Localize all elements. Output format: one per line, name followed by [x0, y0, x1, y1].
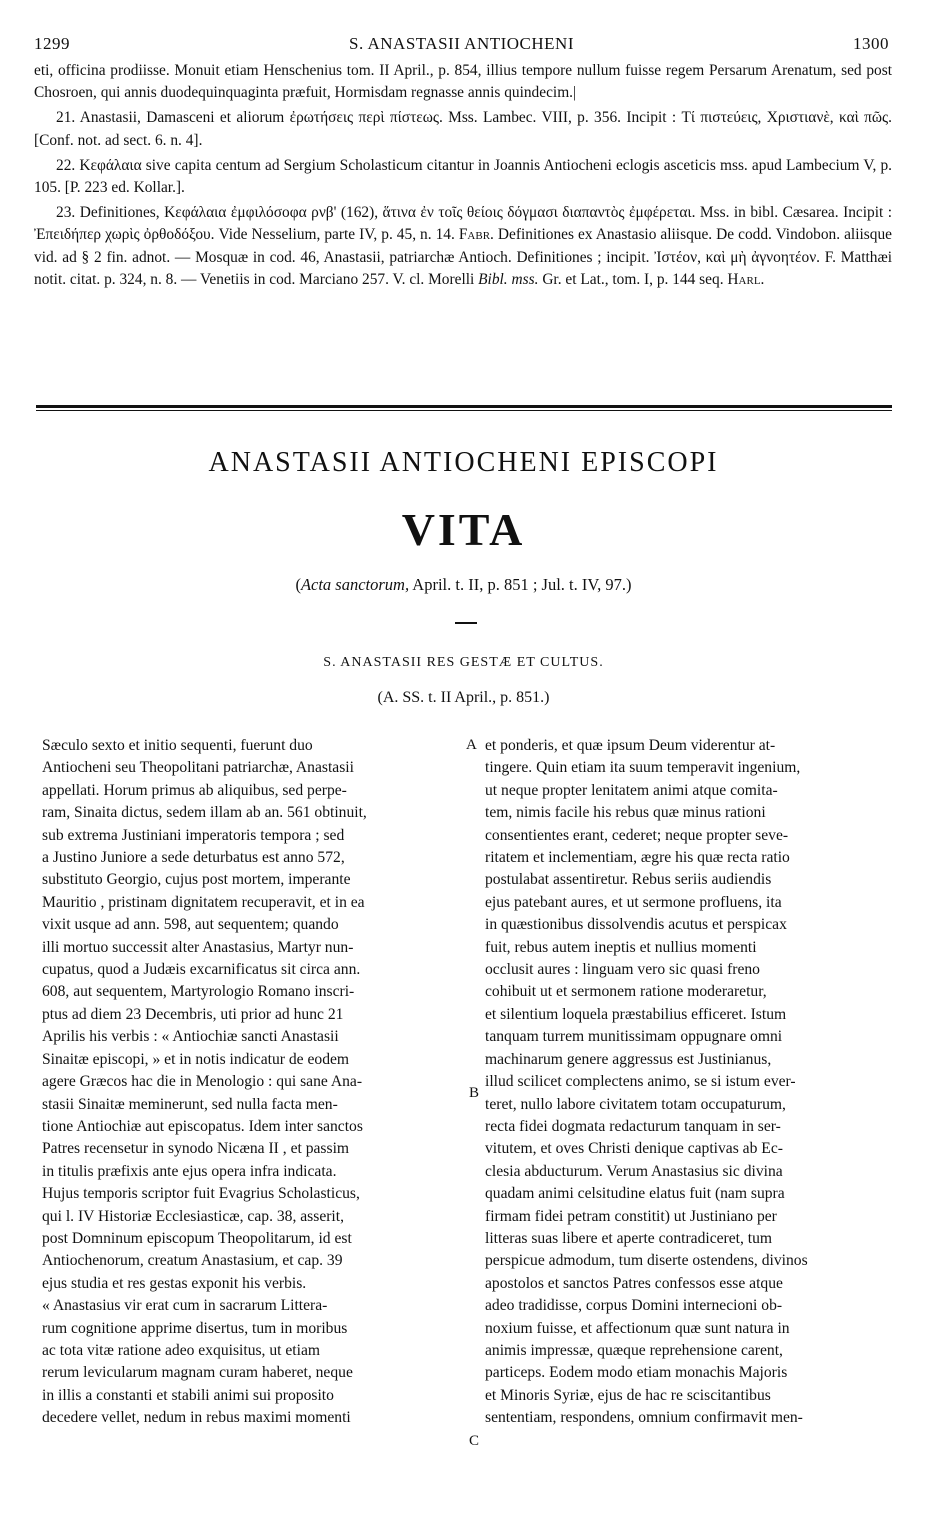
- left-column-line: in titulis præfixis ante ejus opera infra indicata.: [42, 1162, 337, 1180]
- note-22: 22. Κεφάλαια sive capita centum ad Sergium Scholasticum citantur in Joannis Antiocheni eclogis asceticis mss. apud Lambecium V, p. 105. [P. 223 ed. Kollar.].: [34, 156, 892, 197]
- footnotes-block: [34, 60, 892, 291]
- right-column-line: et ponderis, et quæ ipsum Deum viderentur at-: [485, 737, 776, 754]
- left-column-line: appellati. Horum primus ab aliquibus, sed perpe-: [42, 781, 347, 799]
- left-column-line: rerum levicularum magnam curam haberet, neque: [42, 1364, 353, 1382]
- source-rest: April. t. II, p. 851 ; Jul. t. IV, 97.): [409, 575, 632, 594]
- right-column-line: ritatem et inclementiam, ægre his quæ recta ratio: [485, 849, 790, 867]
- right-column-line: et Minoris Syriæ, ejus de hac re sciscitantibus: [485, 1386, 771, 1404]
- right-column-line: firmam fidei petram constitit) ut Justiniano per: [485, 1207, 777, 1225]
- note-23-author: Fabr.: [458, 226, 494, 244]
- left-column-line: stasii Sinaitæ meminerunt, sed nulla facta men-: [42, 1095, 338, 1113]
- right-column-line: cohibuit ut et sermonem ratione moderaretur,: [485, 983, 767, 1001]
- right-column-line: clesia abducturum. Verum Anastasius sic divina: [485, 1162, 783, 1180]
- right-column-line: consentientes erant, cederet; neque propter seve-: [485, 826, 789, 844]
- margin-marker-a: A: [466, 737, 477, 753]
- left-column-line: qui l. IV Historiæ Ecclesiasticæ, cap. 38, asserit,: [42, 1207, 344, 1225]
- running-title: S. ANASTASII ANTIOCHENI: [348, 34, 574, 53]
- left-column-line: cupatus, quod a Judæis excarnificatus sit circa ann.: [42, 961, 361, 979]
- right-column-line: et silentium loquela præstabilius efficeret. Istum: [485, 1005, 787, 1023]
- note-continuation: eti, officina prodiisse. Monuit etiam Henschenius tom. II April., p. 854, illius tempore nullum fuisse regem Persarum Arenatum, sed post Chosroen, qui annis duodequinquaginta præfuit, Hormisdam regnasse annis quindecim.|: [34, 62, 892, 102]
- section-heading: S. ANASTASII RES GESTÆ ET CULTUS.: [323, 655, 604, 670]
- left-column-line: Sinaitæ episcopi, » et in notis indicatur de eodem: [42, 1050, 350, 1068]
- note-23-italic: Bibl. mss.: [478, 270, 539, 288]
- page-number-left: 1299: [34, 34, 70, 53]
- left-column-line: 608, aut sequentem, Martyrologio Romano inscri-: [42, 983, 355, 1001]
- right-column-line: recta fidei dogmata redacturum tanquam in ser-: [485, 1117, 781, 1135]
- right-column-line: animis impressæ, quæque reprehensione carent,: [485, 1341, 783, 1359]
- note-23-tail: Gr. et Lat., tom. I, p. 144 seq.: [542, 270, 724, 288]
- title-dash: [455, 622, 477, 624]
- main-title: ANASTASII ANTIOCHENI EPISCOPI: [208, 447, 719, 478]
- source-paren: (: [295, 575, 301, 594]
- left-column-line: ac tota vitæ ratione adeo exquisitus, ut etiam: [42, 1341, 321, 1359]
- left-column-line: Aprilis his verbis : « Antiochiæ sancti Anastasii: [42, 1028, 339, 1046]
- right-column-line: ut neque propter lenitatem animi atque comita-: [485, 781, 778, 799]
- left-column-line: Mauritio , pristinam dignitatem recuperavit, et in ea: [42, 893, 365, 911]
- margin-marker-c: C: [469, 1433, 480, 1449]
- right-column-line: apostolos et sanctos Patres confessos esse atque: [485, 1274, 783, 1292]
- right-column-line: machinarum genere aggressus est Justinianus,: [485, 1050, 772, 1068]
- right-column-line: sententiam, respondens, omnium confirmavit men-: [485, 1409, 803, 1427]
- left-column-line: tione Antiochiæ aut episcopatus. Idem inter sanctos: [42, 1117, 363, 1135]
- right-column-line: vitutem, et oves Christi denique captivas ab Ec-: [485, 1140, 783, 1158]
- note-23-signature: Harl.: [727, 270, 765, 288]
- right-column-line: adeo tradidisse, corpus Domini internecioni ob-: [485, 1297, 783, 1315]
- right-column-line: particeps. Eodem modo etiam monachis Majoris: [485, 1364, 788, 1382]
- left-column-line: substituto Georgio, cujus post mortem, imperante: [42, 871, 351, 889]
- left-column-line: decedere vellet, nedum in rebus maximi momenti: [42, 1409, 351, 1427]
- left-column: [42, 735, 464, 1430]
- left-column-line: ptus ad diem 23 Decembris, uti prior ad hunc 21: [42, 1005, 344, 1023]
- separator-rule: [36, 405, 892, 408]
- right-column-line: litteras suas libere et aperte contradiceret, tum: [485, 1229, 773, 1247]
- right-column-line: postulabat assentiretur. Rebus seriis audiendis: [485, 871, 772, 889]
- left-column-line: a Justino Juniore a sede deturbatus est anno 572,: [42, 849, 345, 867]
- left-column-line: « Anastasius vir erat cum in sacrarum Littera-: [42, 1297, 328, 1315]
- left-column-line: illi mortuo successit alter Anastasius, Martyr nun-: [42, 938, 354, 956]
- page-number-right: 1300: [853, 34, 889, 53]
- margin-marker-b: B: [469, 1085, 480, 1101]
- right-column-line: tanquam turrem munitissimam oppugnare omni: [485, 1028, 783, 1046]
- left-column-line: Sæculo sexto et initio sequenti, fuerunt duo: [42, 737, 313, 754]
- left-column-line: Patres recensetur in synodo Nicæna II , et passim: [42, 1140, 350, 1158]
- right-column-line: noxium fuisse, et affectionum quæ sunt natura in: [485, 1319, 790, 1337]
- left-column-line: Hujus temporis scriptor fuit Evagrius Scholasticus,: [42, 1185, 360, 1203]
- right-column: [485, 735, 900, 1430]
- source-italic: Acta sanctorum,: [300, 575, 410, 594]
- right-column-line: tingere. Quin etiam ita suum temperavit ingenium,: [485, 759, 801, 777]
- running-header: [34, 34, 889, 58]
- note-23: [34, 202, 892, 291]
- right-column-line: perspicue admodum, tum diserte ostendens, divinos: [485, 1252, 808, 1270]
- left-column-line: ejus studia et res gestas exponit his verbis.: [42, 1274, 307, 1292]
- main-title-vita: VITA: [401, 504, 526, 555]
- right-column-line: in quæstionibus dissolvendis acutus et perspicax: [485, 916, 787, 934]
- section-source: (A. SS. t. II April., p. 851.): [377, 689, 550, 706]
- left-column-line: Antiochenorum, creatum Anastasium, et cap. 39: [42, 1252, 343, 1270]
- right-column-line: teret, nullo labore civitatem totam occupaturum,: [485, 1095, 786, 1113]
- left-column-line: in illis a constanti et stabili animi sui proposito: [42, 1386, 334, 1404]
- left-column-line: Antiocheni seu Theopolitani patriarchæ, Anastasii: [42, 759, 354, 777]
- right-column-line: ejus patebant aures, et ut sermone profluens, ita: [485, 893, 782, 911]
- title-source: [0, 575, 927, 595]
- separator-rule-thin: [36, 410, 892, 411]
- left-column-line: agere Græcos hac die in Menologio : qui sane Ana-: [42, 1073, 363, 1091]
- right-column-line: quadam animi celsitudine elatus fuit (nam supra: [485, 1185, 785, 1203]
- right-column-line: illud scilicet complectens animo, se si istum ever-: [485, 1073, 796, 1091]
- note-21: 21. Anastasii, Damasceni et aliorum ἐρωτήσεις περὶ πίστεως. Mss. Lambec. VIII, p. 356. Incipit : Τί πιστεύεις, Χριστιανὲ, καὶ πῶς. [Conf. not. ad sect. 6. n. 4].: [34, 109, 892, 149]
- right-column-line: fuit, rebus autem ineptis et nullius momenti: [485, 938, 757, 956]
- right-column-line: occlusit aures : linguam vero sic quasi freno: [485, 961, 760, 979]
- note-23-more: Definitiones ex Anastasio aliisque. De codd. Vindobon. aliisque vid. ad § 2 fin. adnot. — Mosquæ in cod. 46, Anastasii, patriarchæ Antioch. Definitiones ; incipit. Ἰστέον, καὶ μὴ ἀγνοητέον. F. Matthæi notit. citat. p. 324, n. 8. — Venetiis in cod. Marciano 257. V. cl. Morelli: [34, 226, 892, 288]
- note-23-text: 23. Definitiones, Κεφάλαια ἐμφιλόσοφα ρνβ' (162), ἅτινα ἐν τοῖς θείοις δόγμασι διαπαντὸς ἐμφέρεται. Mss. in bibl. Cæsarea. Incipit : Ἐπειδήπερ χωρὶς ὀρθοδόξου. Vide Nesselium, parte IV, p. 45, n. 14.: [34, 204, 892, 244]
- left-column-line: ram, Sinaita dictus, sedem illam ab an. 561 obtinuit,: [42, 804, 367, 822]
- left-column-line: vixit usque ad ann. 598, aut sequentem; quando: [42, 916, 339, 934]
- left-column-line: sub extrema Justiniani imperatoris tempora ; sed: [42, 826, 345, 844]
- left-column-line: rum cognitione apprime disertus, tum in moribus: [42, 1319, 348, 1337]
- right-column-line: tem, nimis facile his rebus quæ minus rationi: [485, 804, 766, 822]
- left-column-line: post Domninum episcopum Theopolitarum, id est: [42, 1229, 352, 1247]
